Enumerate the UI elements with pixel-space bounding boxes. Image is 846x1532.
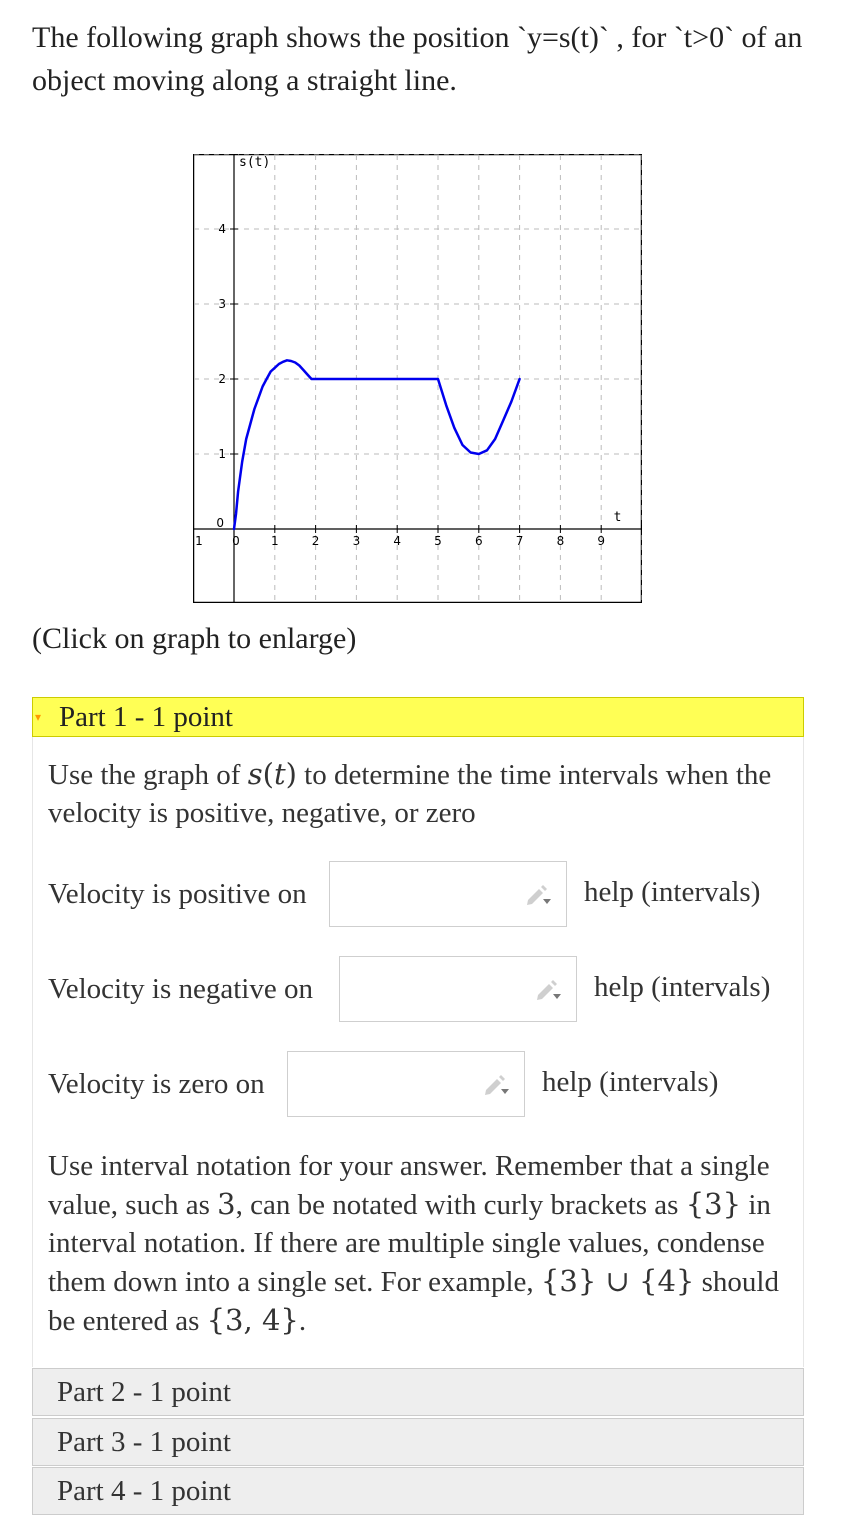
positive-input[interactable] — [329, 861, 567, 927]
enlarge-hint: (Click on graph to enlarge) — [32, 622, 357, 655]
y-tick-label: 3 — [218, 297, 226, 311]
zero-input[interactable] — [287, 1051, 525, 1117]
y-tick-label: 2 — [218, 372, 226, 386]
x-tick-label: 7 — [515, 534, 524, 548]
expanded-arrow-icon: ▾ — [35, 710, 42, 724]
prompt-text-post: to determine the time intervals when the velocity is positive, negative, or zero — [48, 759, 772, 829]
note-text-b: , can be notated with curly brackets as — [235, 1189, 686, 1221]
y-tick-label: 1 — [218, 447, 226, 461]
positive-help-link[interactable]: help (intervals) — [584, 876, 761, 908]
x-tick-label: 1 — [270, 534, 279, 548]
note-math-set3: {3} — [685, 1187, 742, 1221]
zero-label: Velocity is zero on — [48, 1068, 265, 1100]
x-tick-label: 2 — [311, 534, 320, 548]
note-math-3: 3 — [217, 1187, 236, 1221]
part-1-body — [32, 737, 804, 1367]
note-text-d: should be entered as — [48, 1266, 779, 1337]
part-1-title: Part 1 - 1 point — [59, 701, 233, 733]
part-2-header[interactable]: Part 2 - 1 point — [32, 1368, 804, 1416]
negative-label: Velocity is negative on — [48, 973, 313, 1005]
x-tick-label: 9 — [597, 534, 606, 548]
note-text-a: Use interval notation for your answer. Remember that a single value, such as — [48, 1150, 770, 1221]
pencil-icon[interactable] — [524, 884, 552, 906]
x-tick-label: 5 — [434, 534, 442, 548]
x-axis-label: t — [613, 510, 622, 525]
x-tick-label: 8 — [556, 534, 565, 548]
note-math-union: {3} ∪ {4} — [540, 1264, 695, 1298]
intro-text: The following graph shows the position `y=s(t)` , for `t>0` of an object moving along a straight line. — [32, 21, 803, 97]
origin-y-label: 0 — [216, 516, 224, 530]
position-graph-svg[interactable] — [193, 154, 642, 603]
x-tick-label: 6 — [474, 534, 483, 548]
position-graph[interactable] — [193, 154, 642, 603]
part-4-header[interactable]: Part 4 - 1 point — [32, 1467, 804, 1515]
interval-notation-note — [48, 1147, 793, 1340]
prompt-text-pre: Use the graph of — [48, 759, 248, 791]
origin-x-label: 0 — [232, 534, 240, 548]
zero-help-link[interactable]: help (intervals) — [542, 1066, 719, 1098]
y-tick-label: 4 — [218, 222, 226, 236]
x-tick-label: 3 — [352, 534, 361, 548]
note-math-set34: {3, 4} — [206, 1303, 299, 1337]
x-edge-label: 1 — [195, 534, 203, 548]
positive-label: Velocity is positive on — [48, 878, 307, 910]
part-3-header[interactable]: Part 3 - 1 point — [32, 1418, 804, 1466]
negative-help-link[interactable]: help (intervals) — [594, 971, 771, 1003]
y-axis-label: s(t) — [239, 155, 271, 170]
part-1-header[interactable] — [32, 697, 804, 737]
part-1-prompt: Use the graph of s(t) to determine the time intervals when the velocity is positive, negative, or zero — [48, 757, 772, 829]
prompt-math-s: s — [247, 757, 263, 791]
note-text-e: . — [298, 1305, 307, 1337]
pencil-icon[interactable] — [482, 1074, 510, 1096]
note-text-c: in interval notation. If there are multiple single values, condense them down into a single set. For example, — [48, 1189, 771, 1298]
x-tick-label: 4 — [393, 534, 402, 548]
pencil-icon[interactable] — [534, 979, 562, 1001]
negative-input[interactable] — [339, 956, 577, 1022]
prompt-math-t: t — [273, 757, 286, 791]
